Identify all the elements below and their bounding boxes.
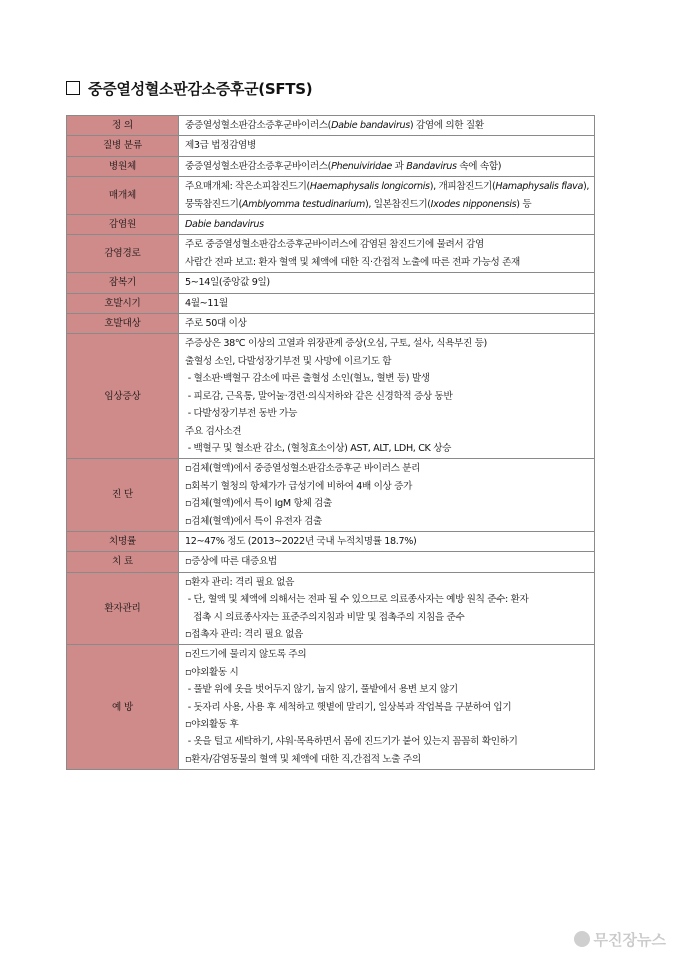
row-value (179, 273, 595, 293)
value-line: - 피로감, 근육통, 말어눌·경련·의식저하와 같은 신경학적 증상 동반 (185, 390, 453, 402)
row-label: 매개체 (67, 177, 179, 215)
row-label: 치명률 (67, 531, 179, 551)
value-line: ▫검체(혈액)에서 특이 IgM 항체 검출 (185, 498, 332, 510)
table-row (67, 273, 595, 293)
row-value (179, 334, 595, 459)
value-line: 출혈성 소인, 다발성장기부전 및 사망에 이르기도 함 (185, 355, 392, 367)
table-row (67, 293, 595, 313)
value-line: 주증상은 38℃ 이상의 고열과 위장관계 증상(오심, 구토, 설사, 식욕부진 등) (185, 338, 487, 350)
row-value (179, 645, 595, 770)
table-row (67, 572, 595, 645)
row-label: 정 의 (67, 116, 179, 136)
row-value: 중증열성혈소판감소증후군바이러스(Phenuiviridae 과 Bandavirus 속에 속함) (179, 156, 595, 176)
value-line: 제3급 법정감염병 (185, 140, 256, 152)
table-row (67, 156, 595, 176)
value-line: Dabie bandavirus (185, 219, 264, 231)
value-line: ▫검체(혈액)에서 중증열성혈소판감소증후군 바이러스 분리 (185, 463, 421, 475)
table-row (67, 552, 595, 572)
row-value (179, 459, 595, 532)
row-label: 감염경로 (67, 235, 179, 273)
value-line: - 풀밭 위에 옷을 벗어두지 않기, 눕지 않기, 풀밭에서 용변 보지 않기 (185, 684, 458, 696)
value-line: ▫야외활동 후 (185, 719, 239, 730)
value-text: 중증열성혈소판감소증후군바이러스( (185, 120, 332, 131)
value-line: ▫환자/감염동물의 혈액 및 체액에 대한 직,간접적 노출 주의 (185, 753, 421, 765)
value-line: 4월~11월 (185, 297, 228, 309)
row-value (179, 572, 595, 645)
value-line: 12~47% 정도 (2013~2022년 국내 누적치명률 18.7%) (185, 535, 417, 547)
row-value (179, 136, 595, 156)
value-line: ▫접촉자 관리: 격리 필요 없음 (185, 628, 303, 640)
row-label: 환자관리 (67, 572, 179, 645)
value-line: 주요 검사소견 (185, 425, 242, 437)
info-table (66, 115, 595, 770)
row-label: 호발대상 (67, 314, 179, 334)
row-value (179, 314, 595, 334)
table-row (67, 136, 595, 156)
table-row (67, 116, 595, 136)
row-label: 진 단 (67, 459, 179, 532)
table-row (67, 334, 595, 459)
row-value (179, 116, 595, 136)
row-value (179, 552, 595, 572)
row-value (179, 531, 595, 551)
watermark-text: 무진장뉴스 (593, 931, 666, 949)
value-line: ▫회복기 혈청의 항체가가 급성기에 비하여 4배 이상 증가 (185, 480, 412, 492)
row-label: 잠복기 (67, 273, 179, 293)
value-line: ▫증상에 따른 대증요법 (185, 556, 277, 568)
table-row (67, 459, 595, 532)
value-line: ▫야외활동 시 (185, 666, 239, 678)
value-line: 주로 50대 이상 (185, 318, 247, 330)
value-line: 주로 중증열성혈소판감소증후군바이러스에 감염된 참진드기에 물려서 감염 (185, 239, 484, 251)
row-label: 호발시기 (67, 293, 179, 313)
row-label: 치 료 (67, 552, 179, 572)
watermark-logo-icon (574, 931, 590, 947)
row-label: 병원체 (67, 156, 179, 176)
value-line: 5~14일(중앙값 9일) (185, 277, 270, 289)
row-label: 질병 분류 (67, 136, 179, 156)
value-italic: Dabie bandavirus (331, 120, 410, 131)
value-line: 접촉 시 의료종사자는 표준주의지침과 비말 및 접촉주의 지침을 준수 (185, 611, 465, 623)
page-title (66, 78, 312, 99)
value-line: - 옷을 털고 세탁하기, 샤워·목욕하면서 몸에 진드기가 붙어 있는지 꼼꼼히 확인하기 (185, 736, 518, 748)
row-value (179, 235, 595, 273)
value-line: - 돗자리 사용, 사용 후 세척하고 햇볕에 말리기, 일상복과 작업복을 구분하여 입기 (185, 701, 512, 713)
value-line: ▫환자 관리: 격리 필요 없음 (185, 576, 295, 588)
table-row (67, 645, 595, 770)
value-line: - 다발성장기부전 동반 가능 (185, 408, 298, 420)
table-row (67, 235, 595, 273)
row-label: 임상증상 (67, 334, 179, 459)
table-row (67, 531, 595, 551)
table-row (67, 215, 595, 235)
value-text: ) 감염에 의한 질환 (409, 120, 484, 131)
checkbox-square-icon (66, 81, 80, 95)
value-line: - 혈소판·백혈구 감소에 따른 출혈성 소인(혈뇨, 혈변 등) 발생 (185, 373, 430, 385)
value-line: ▫진드기에 물리지 않도록 주의 (185, 649, 307, 661)
table-row (67, 177, 595, 215)
value-line: - 백혈구 및 혈소판 감소, (혈청효소이상) AST, ALT, LDH, CK 상승 (185, 442, 452, 454)
table-row (67, 314, 595, 334)
watermark (574, 929, 666, 950)
row-label: 예 방 (67, 645, 179, 770)
row-value (179, 293, 595, 313)
value-line: ▫검체(혈액)에서 특이 유전자 검출 (185, 515, 322, 527)
title-text: 중증열성혈소판감소증후군(SFTS) (88, 80, 313, 98)
row-value (179, 215, 595, 235)
row-label: 감염원 (67, 215, 179, 235)
value-line: 사람간 전파 보고: 환자 혈액 및 체액에 대한 직·간접적 노출에 따른 전파 가능성 존재 (185, 256, 520, 268)
value-line: - 단, 혈액 및 체액에 의해서는 전파 될 수 있으므로 의료종사자는 예방 원칙 준수: 환자 (185, 594, 529, 606)
row-value: 주요매개체: 작은소피참진드기(Haemaphysalis longicornis), 개피참진드기(Hamaphysalis flava), 뭉뚝참진드기(Amblyomma testudinarium), 일본참진드기(Ixodes nipponensis) 등 (179, 177, 595, 215)
